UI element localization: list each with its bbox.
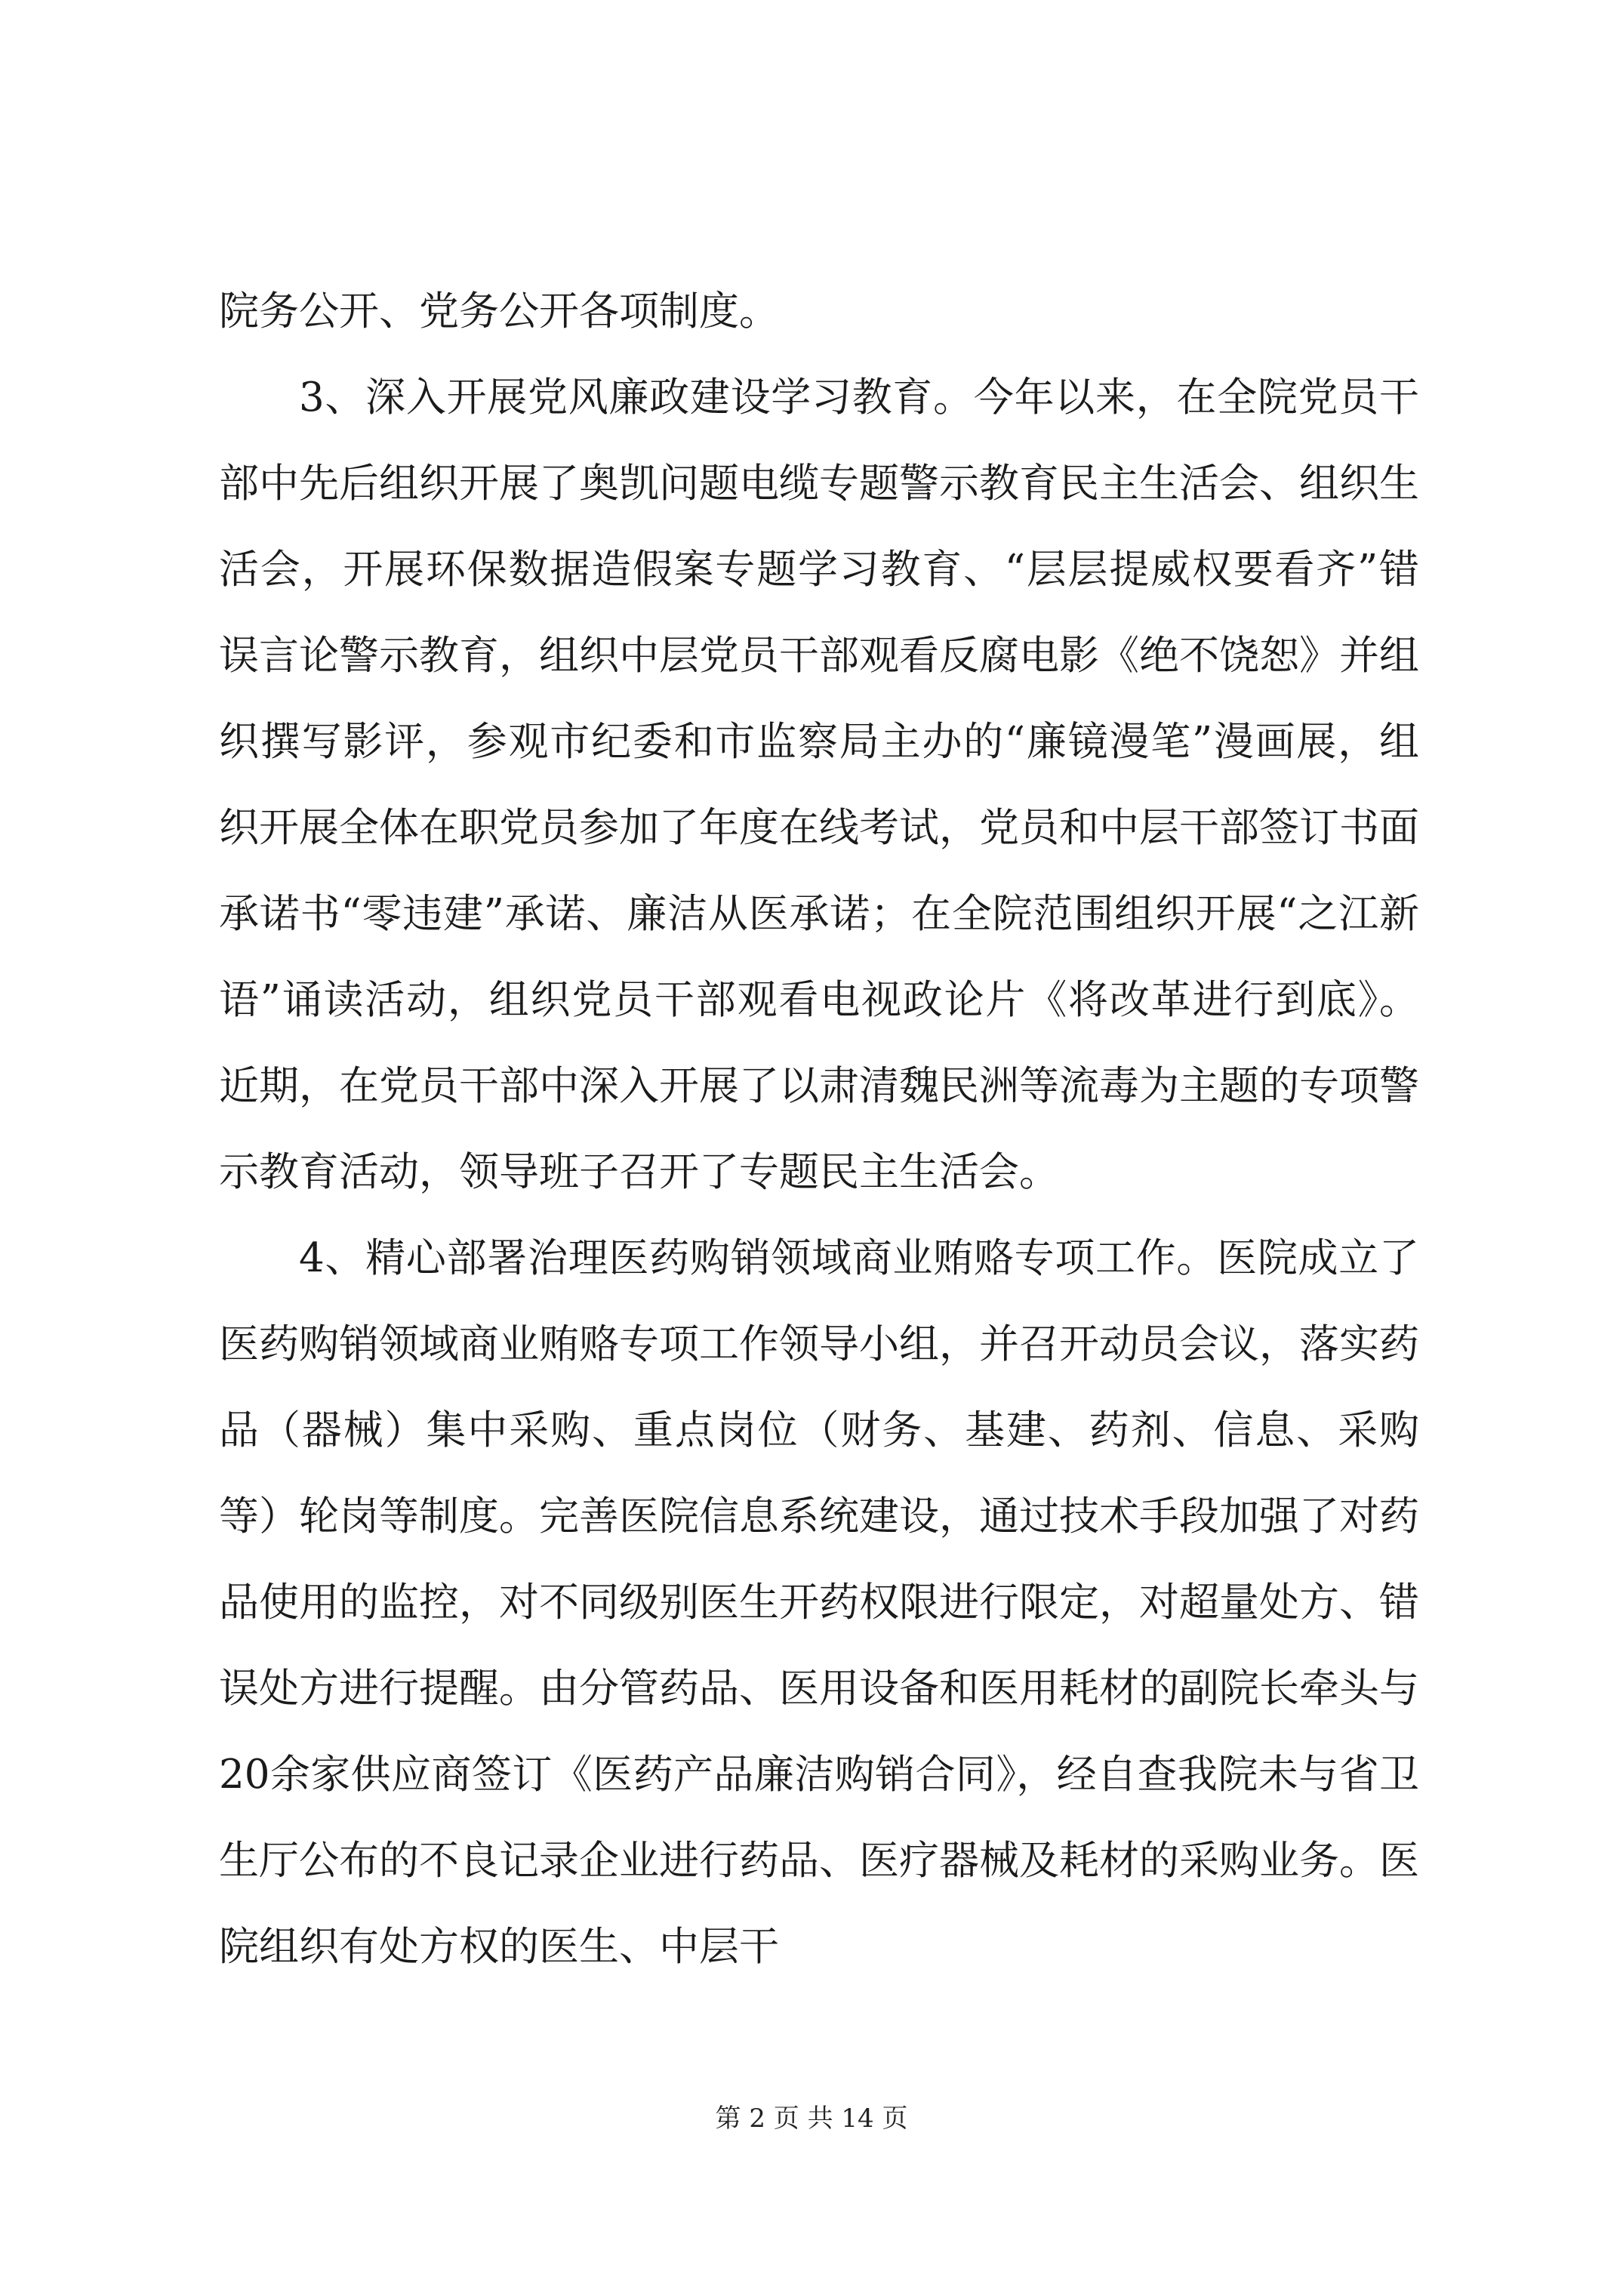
paragraph-item-4: 4、精心部署治理医药购销领域商业贿赂专项工作。医院成立了医药购销领域商业贿赂专项工作领导小组，并召开动员会议，落实药品（器械）集中采购、重点岗位（财务、基建、药剂、信息、采购等）轮岗等制度。完善医院信息系统建设，通过技术手段加强了对药品使用的监控，对不同级别医生开药权限进行限定，对超量处方、错误处方进行提醒。由分管药品、医用设备和医用耗材的副院长牵头与20余家供应商签订《医药产品廉洁购销合同》，经自查我院未与省卫生厅公布的不良记录企业进行药品、医疗器械及耗材的采购业务。医院组织有处方权的医生、中层干 (219, 1235, 1419, 1970)
paragraph-continuation: 院务公开、党务公开各项制度。 (219, 288, 779, 334)
body-text (219, 269, 1419, 1990)
page-number-footer: 第 2 页 共 14 页 (715, 2103, 908, 2134)
paragraph-item-3: 3、深入开展党风廉政建设学习教育。今年以来，在全院党员干部中先后组织开展了奥凯问题电缆专题警示教育民主生活会、组织生活会，开展环保数据造假案专题学习教育、“层层提威权要看齐”错误言论警示教育，组织中层党员干部观看反腐电影《绝不饶恕》并组织撰写影评，参观市纪委和市监察局主办的“廉镜漫笔”漫画展，组织开展全体在职党员参加了年度在线考试，党员和中层干部签订书面承诺书“零违建”承诺、廉洁从医承诺；在全院范围组织开展“之江新语”诵读活动，组织党员干部观看电视政论片《将改革进行到底》。近期，在党员干部中深入开展了以肃清魏民洲等流毒为主题的专项警示教育活动，领导班子召开了专题民主生活会。 (219, 374, 1419, 1195)
